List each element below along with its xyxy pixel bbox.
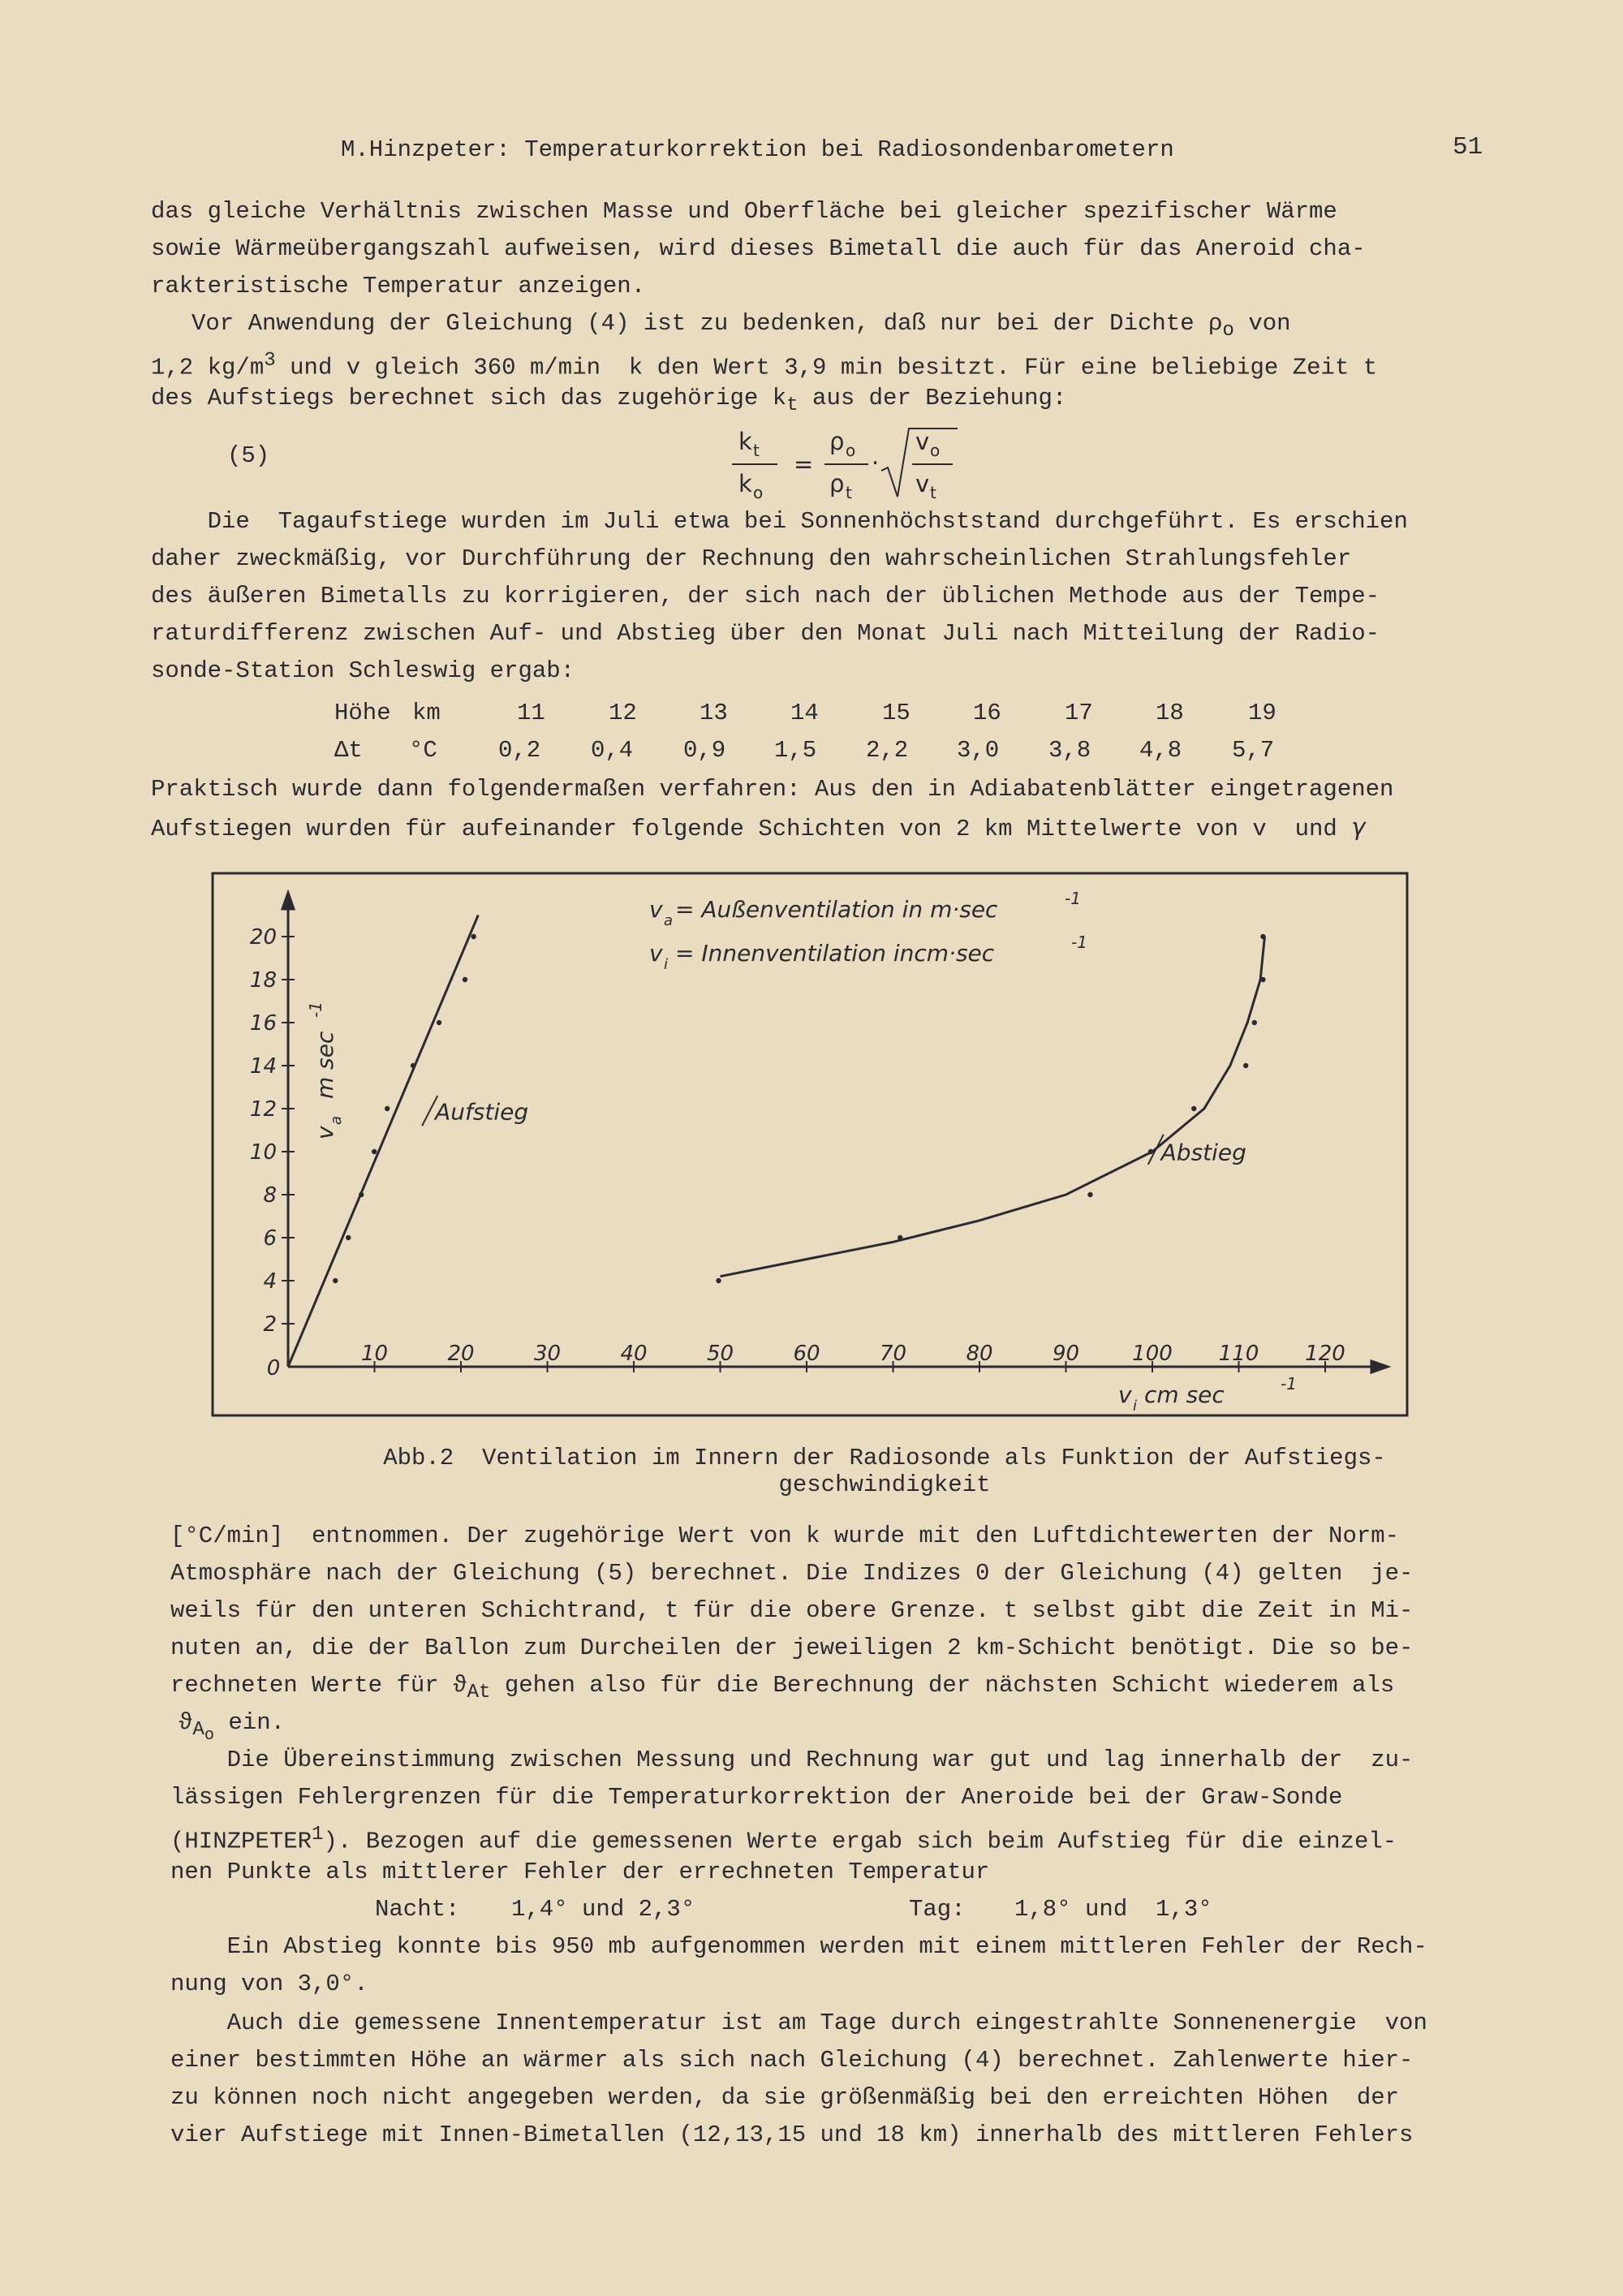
subscript: t [786, 394, 799, 416]
y-tick-label: 8 [263, 1183, 277, 1208]
day-label: Tag: [909, 1896, 966, 1923]
eq-sub: o [930, 441, 941, 460]
para2-line [151, 347, 1377, 382]
para5-line [179, 1709, 285, 1750]
page-number: 51 [1453, 133, 1483, 162]
para8-line: einer bestimmten Höhe an wärmer als sich nach Gleichung (4) berechnet. Zahlenwerte hier- [170, 2047, 1414, 2074]
text: 1,2 kg/m [151, 354, 265, 381]
subscript [192, 1718, 214, 1745]
data-point [1260, 934, 1265, 939]
table-cell: 14 [790, 700, 819, 726]
para7-line: nung von 3,0°. [170, 1971, 368, 1997]
data-point [1148, 1149, 1153, 1154]
text: und v gleich 360 m/min k den Wert 3,9 min besitzt. Für eine beliebige Zeit t [275, 354, 1378, 381]
gamma-symbol: γ [1351, 813, 1366, 841]
night-values: 1,4° und 2,3° [511, 1896, 695, 1923]
para8-line: zu können noch nicht angegeben werden, da sie größenmäßig bei den erreichten Höhen der [170, 2084, 1400, 2111]
table-cell: 15 [882, 700, 911, 726]
data-point [411, 1063, 415, 1068]
legend-vi-sub: i [664, 956, 669, 973]
eq-sub: t [846, 483, 852, 502]
para5-line: Atmosphäre nach der Gleichung (5) berechnet. Die Indizes 0 der Gleichung (4) gelten je- [170, 1560, 1414, 1587]
text: (HINZPETER [170, 1828, 312, 1855]
table-cell: 0,4 [591, 737, 634, 764]
subscript-o: o [204, 1725, 214, 1745]
text: gehen also für die Berechnung der nächsten Schicht wiederem als [490, 1672, 1395, 1699]
y-tick-label: 12 [249, 1097, 277, 1122]
x-tick-label: 20 [447, 1342, 475, 1366]
y-tick-label: 20 [249, 925, 277, 950]
theta-symbol: ϑ [179, 1709, 193, 1736]
series-label-abstieg: Abstieg [1160, 1139, 1246, 1166]
para5-line [170, 1672, 1394, 1707]
eq-sub: o [846, 441, 856, 460]
data-point [437, 1020, 441, 1025]
superscript: 3 [264, 350, 276, 372]
para1-line: rakteristische Temperatur anzeigen. [151, 273, 646, 299]
data-point [898, 1235, 902, 1240]
legend-exp: -1 [1065, 889, 1081, 908]
legend-vi-symbol: v [649, 940, 663, 967]
table-cell: 5,7 [1232, 737, 1275, 764]
y-tick-label: 16 [249, 1011, 277, 1036]
rho-symbol: ρ [1208, 310, 1223, 337]
y-tick-label: 14 [249, 1054, 277, 1079]
equation-number: (5) [227, 442, 270, 469]
data-point [372, 1149, 377, 1154]
table-cell: 12 [609, 700, 637, 726]
table-cell: 3,0 [957, 737, 1000, 764]
para6-line: nen Punkte als mittlerer Fehler der errechneten Temperatur [170, 1859, 990, 1885]
para1-line: sowie Wärmeübergangszahl aufweisen, wird dieses Bimetall die auch für das Aneroid cha- [151, 235, 1366, 262]
x-axis-label-exp: -1 [1281, 1374, 1297, 1394]
para8-line: Auch die gemessene Innentemperatur ist am Tage durch eingestrahlte Sonnenenergie von [170, 2010, 1427, 2036]
table-cell: 1,5 [774, 737, 817, 764]
table-cell: 0,9 [683, 737, 726, 764]
y-axis-arrow [282, 893, 294, 909]
eq-v: v [915, 470, 930, 498]
text: Aufstiegen wurden für aufeinander folgende Schichten von 2 km Mittelwerte von v und [151, 816, 1337, 842]
equation-5 [714, 422, 990, 503]
x-tick-label: 30 [533, 1342, 562, 1366]
theta-symbol: ϑ [453, 1672, 467, 1699]
x-tick-label: 90 [1052, 1342, 1080, 1366]
para3-line: daher zweckmäßig, vor Durchführung der Rechnung den wahrscheinlichen Strahlungsfehler [151, 545, 1352, 572]
text: ein. [213, 1709, 285, 1736]
eq-k: k [738, 428, 752, 455]
para3-line: des äußeren Bimetalls zu korrigieren, der sich nach der üblichen Methode aus der Tempe- [151, 583, 1380, 610]
table-cell: 11 [517, 700, 545, 726]
para2-line [151, 385, 1066, 420]
para4-line [151, 813, 1365, 843]
y-tick-label: 4 [263, 1269, 277, 1294]
para2-line [192, 310, 1291, 345]
table-cell: 13 [700, 700, 728, 726]
eq-equals: = [794, 450, 814, 478]
eq-rho: ρ [829, 428, 845, 455]
para4-line: Praktisch wurde dann folgendermaßen verfahren: Aus den in Adiabatenblätter eingetragenen [151, 776, 1394, 803]
data-point [1191, 1106, 1196, 1111]
data-point [385, 1106, 390, 1111]
y-axis-label-text: m sec [312, 1031, 338, 1099]
subscript: o [1222, 319, 1234, 342]
table-label: Höhe [334, 700, 391, 726]
subscript-a: A [192, 1718, 204, 1741]
caption-line: geschwindigkeit [778, 1471, 991, 1498]
x-axis-label-text: cm sec [1144, 1381, 1225, 1408]
y-tick-label: 10 [249, 1140, 277, 1165]
series-line-aufstieg [288, 915, 478, 1368]
y-tick-label: 18 [249, 968, 277, 993]
legend-va-symbol: v [649, 896, 663, 923]
x-tick-label: 110 [1218, 1342, 1259, 1366]
eq-rho: ρ [829, 470, 845, 498]
para3-line: sonde-Station Schleswig ergab: [151, 657, 575, 684]
legend-vi-text: = Innenventilation incm·sec [675, 940, 995, 967]
legend-va-text: = Außenventilation in m·sec [675, 896, 998, 923]
unit-bracket: [°C/min] [170, 1523, 284, 1549]
x-tick-label: 70 [879, 1342, 907, 1366]
series-line-abstieg [721, 937, 1265, 1277]
text: von [1248, 310, 1291, 337]
running-title: M.Hinzpeter: Temperaturkorrektion bei Radiosondenbarometern [341, 136, 1174, 163]
x-axis-arrow [1371, 1361, 1388, 1372]
text: Vor Anwendung der Gleichung (4) ist zu bedenken, daß nur bei der Dichte [192, 310, 1195, 337]
eq-sub: t [753, 441, 760, 460]
superscript: 1 [312, 1824, 324, 1846]
table-cell: 16 [973, 700, 1001, 726]
data-point [359, 1192, 364, 1197]
text: des Aufstiegs berechnet sich das zugehörige k [151, 385, 787, 411]
caption-line: Abb.2 Ventilation im Innern der Radiosonde als Funktion der Aufstiegs- [383, 1445, 1386, 1471]
subscript: At [467, 1681, 491, 1704]
table-cell: 3,8 [1048, 737, 1091, 764]
x-tick-label: 40 [620, 1342, 648, 1366]
x-tick-label: 10 [360, 1342, 389, 1366]
y-tick-label: 6 [263, 1226, 277, 1251]
series-label-aufstieg: Aufstieg [435, 1098, 529, 1126]
data-point [1260, 977, 1265, 982]
para6-line: lässigen Fehlergrenzen für die Temperaturkorrektion der Aneroide bei der Graw-Sonde [170, 1784, 1343, 1811]
data-point [1252, 1020, 1257, 1025]
table-cell: 0,2 [498, 737, 541, 764]
eq-sub: o [753, 483, 764, 502]
x-tick-label: 100 [1132, 1342, 1173, 1366]
figure-caption [308, 1445, 1461, 1498]
x-tick-label: 50 [706, 1342, 734, 1366]
x-tick-label: 0 [266, 1356, 281, 1381]
x-tick-label: 60 [793, 1342, 820, 1366]
y-axis-label-sub: a [328, 1115, 345, 1125]
para7-line: Ein Abstieg konnte bis 950 mb aufgenommen werden mit einem mittleren Fehler der Rech- [170, 1933, 1427, 1960]
data-point [716, 1278, 721, 1283]
data-point [1087, 1192, 1092, 1197]
ventilation-chart [211, 872, 1412, 1420]
table-cell: 2,2 [866, 737, 909, 764]
y-axis-label-symbol: v [312, 1126, 338, 1139]
x-tick-label: 120 [1305, 1342, 1345, 1366]
eq-sub: t [930, 483, 936, 502]
table-cell: 18 [1156, 700, 1184, 726]
data-point [1243, 1063, 1248, 1068]
eq-v: v [915, 428, 930, 455]
para1-line: das gleiche Verhältnis zwischen Masse und Oberfläche bei gleicher spezifischer Wärme [151, 198, 1337, 225]
y-tick-label: 2 [263, 1312, 277, 1337]
x-axis-label-symbol: v [1118, 1381, 1132, 1408]
para5-line: weils für den unteren Schichtrand, t für die obere Grenze. t selbst gibt die Zeit in Mi- [170, 1597, 1414, 1624]
table-cell: 19 [1248, 700, 1276, 726]
legend-exp: -1 [1071, 933, 1087, 952]
table-cell: 17 [1065, 700, 1093, 726]
data-point [346, 1235, 351, 1240]
x-axis-label-sub: i [1133, 1398, 1138, 1415]
eq-k: k [738, 470, 752, 498]
data-point [471, 934, 476, 939]
y-axis-label-exp: -1 [306, 1002, 325, 1018]
x-tick-label: 80 [966, 1342, 993, 1366]
data-point [333, 1278, 338, 1283]
table-label: °C [409, 737, 437, 764]
text: rechneten Werte für [170, 1672, 454, 1699]
para6-line [170, 1821, 1397, 1856]
para3-line: raturdifferenz zwischen Auf- und Abstieg über den Monat Juli nach Mitteilung der Radio- [151, 620, 1380, 647]
day-values: 1,8° und 1,3° [1014, 1896, 1212, 1923]
legend-va-sub: a [664, 912, 674, 929]
eq-dot: . [872, 442, 880, 470]
para6-line: Die Übereinstimmung zwischen Messung und Rechnung war gut und lag innerhalb der zu- [170, 1747, 1414, 1773]
text: entnommen. Der zugehörige Wert von k wurde mit den Luftdichtewerten der Norm- [283, 1523, 1400, 1549]
night-label: Nacht: [375, 1896, 460, 1923]
table-label: Δt [334, 737, 363, 764]
text: aus der Beziehung: [798, 385, 1067, 411]
para8-line: vier Aufstiege mit Innen-Bimetallen (12,13,15 und 18 km) innerhalb des mittleren Fehlers [170, 2122, 1414, 2148]
text: ). Bezogen auf die gemessenen Werte ergab sich beim Aufstieg für die einzel- [323, 1828, 1397, 1855]
para5-line: nuten an, die der Ballon zum Durcheilen der jeweiligen 2 km-Schicht benötigt. Die so be- [170, 1635, 1414, 1661]
table-cell: 4,8 [1139, 737, 1182, 764]
data-point [463, 977, 467, 982]
para3-line: Die Tagaufstiege wurden im Juli etwa bei Sonnenhöchststand durchgeführt. Es erschien [151, 508, 1408, 535]
table-label: km [412, 700, 441, 726]
para5-line [170, 1523, 1399, 1550]
